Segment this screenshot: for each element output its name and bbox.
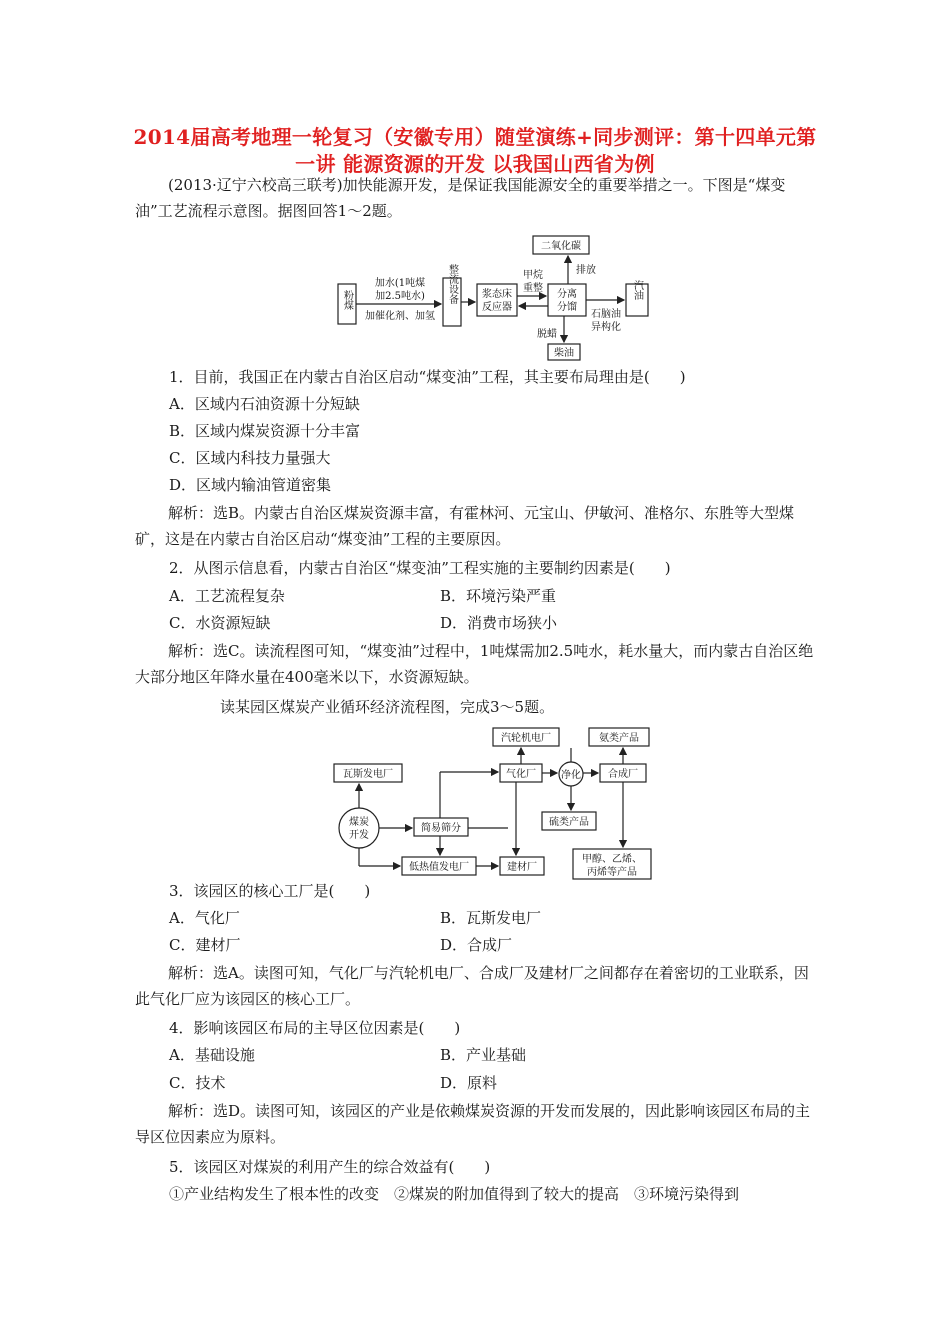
co2-label: 二氧化碳 bbox=[541, 241, 581, 252]
dewax-label: 脱蜡 bbox=[537, 329, 557, 340]
q2-analysis: 解析：选C。读流程图可知，“煤变油”过程中，1吨煤需加2.5吨水，耗水量大，而内蒙古自治区绝大部分地区年降水量在400毫米以下，水资源短缺。 bbox=[135, 642, 814, 686]
separation-label-2: 分馏 bbox=[557, 302, 577, 313]
coal-label-1: 煤炭 bbox=[349, 817, 369, 828]
low-heat-label: 低热值发电厂 bbox=[409, 862, 469, 873]
q4-option-c: C．技术 bbox=[169, 1074, 226, 1092]
coal-label-2: 开发 bbox=[349, 830, 369, 841]
q4-option-d: D．原料 bbox=[440, 1074, 498, 1092]
turbine-label: 汽轮机电厂 bbox=[501, 733, 551, 744]
q4-option-a: A．基础设施 bbox=[169, 1046, 255, 1064]
q1-option-a: A．区域内石油资源十分短缺 bbox=[169, 395, 360, 413]
emission-label: 排放 bbox=[576, 265, 596, 276]
q3-option-c: C．建材厂 bbox=[169, 936, 241, 954]
coal-to-oil-diagram bbox=[330, 228, 660, 366]
q3-analysis: 解析：选A。读图可知，气化厂与汽轮机电厂、合成厂及建材厂之间都存在着密切的工业联系，因此气化厂应为该园区的核心工厂。 bbox=[135, 964, 809, 1008]
methanol-label-1: 甲醇、乙烯、 bbox=[582, 854, 642, 865]
reactor-label-1: 浆态床 bbox=[482, 289, 512, 300]
reactor-label-2: 反应器 bbox=[482, 302, 512, 313]
q1-option-b: B．区域内煤炭资源十分丰富 bbox=[169, 422, 361, 440]
synthesis-label: 合成厂 bbox=[608, 769, 638, 780]
sulfur-label: 硫类产品 bbox=[549, 817, 589, 828]
q3-option-a: A．气化厂 bbox=[169, 909, 240, 927]
isom-label-1: 石脑油 bbox=[591, 309, 621, 320]
ammonia-label: 氨类产品 bbox=[599, 733, 639, 744]
q4-stem: 4．影响该园区布局的主导区位因素是( ) bbox=[169, 1019, 461, 1037]
q3-option-b: B．瓦斯发电厂 bbox=[440, 909, 542, 927]
methanol-label-2: 丙烯等产品 bbox=[587, 867, 637, 878]
q1-stem: 1．目前，我国正在内蒙古自治区启动“煤变油”工程，其主要布局理由是( ) bbox=[169, 368, 686, 386]
reform-label-2: 重整 bbox=[523, 283, 543, 294]
coal-park-diagram bbox=[330, 724, 660, 884]
coal-circle bbox=[339, 808, 379, 848]
coal-powder-label-a: 粉煤 bbox=[341, 290, 353, 310]
intro-2: 读某园区煤炭产业循环经济流程图，完成3～5题。 bbox=[220, 698, 555, 716]
isom-label-2: 异构化 bbox=[591, 322, 621, 333]
input-label-2: 加2.5吨水) bbox=[375, 291, 425, 302]
gasification-label: 气化厂 bbox=[506, 769, 536, 780]
separation-label-1: 分离 bbox=[557, 289, 577, 300]
q3-stem: 3．该园区的核心工厂是( ) bbox=[169, 882, 371, 900]
q1-option-c: C．区域内科技力量强大 bbox=[169, 449, 331, 467]
building-label: 建材厂 bbox=[507, 862, 537, 873]
q5-options: ①产业结构发生了根本性的改变 ②煤炭的附加值得到了较大的提高 ③环境污染得到 bbox=[169, 1185, 740, 1203]
gasoline-label: 汽油 bbox=[631, 280, 643, 300]
q2-option-d: D．消费市场狭小 bbox=[440, 614, 558, 632]
q2-option-c: C．水资源短缺 bbox=[169, 614, 271, 632]
input-label-1: 加水(1吨煤 bbox=[374, 278, 426, 289]
reform-label-1: 甲烷 bbox=[523, 270, 543, 281]
screening-label: 简易筛分 bbox=[421, 823, 461, 834]
q1-analysis: 解析：选B。内蒙古自治区煤炭资源丰富，有霍林河、元宝山、伊敏河、准格尔、东胜等大型煤矿，这是在内蒙古自治区启动“煤变油”工程的主要原因。 bbox=[135, 504, 795, 548]
q4-analysis: 解析：选D。读图可知，该园区的产业是依赖煤炭资源的开发而发展的，因此影响该园区布局的主导区位因素应为原料。 bbox=[135, 1102, 811, 1146]
purify-label: 净化 bbox=[561, 770, 581, 781]
q2-option-b: B．环境污染严重 bbox=[440, 587, 557, 605]
q4-option-b: B．产业基础 bbox=[440, 1046, 527, 1064]
intro-paragraph: (2013·辽宁六校高三联考)加快能源开发，是保证我国能源安全的重要举措之一。下图是“煤变油”工艺流程示意图。据图回答1～2题。 bbox=[135, 176, 786, 220]
q2-stem: 2．从图示信息看，内蒙古自治区“煤变油”工程实施的主要制约因素是( ) bbox=[169, 559, 671, 577]
q3-option-d: D．合成厂 bbox=[440, 936, 513, 954]
document-title: 2014届高考地理一轮复习（安徽专用）随堂演练+同步测评：第十四单元第一讲 能源资源的开发 以我国山西省为例 bbox=[133, 125, 817, 176]
diesel-label: 柴油 bbox=[554, 348, 574, 359]
q2-option-a: A．工艺流程复杂 bbox=[169, 587, 285, 605]
input-label-3: 加催化剂、加氢 bbox=[365, 311, 435, 322]
q1-option-d: D．区域内输油管道密集 bbox=[169, 476, 332, 494]
rectifier-label: 整流设备 bbox=[446, 264, 458, 304]
q5-stem: 5．该园区对煤炭的利用产生的综合效益有( ) bbox=[169, 1158, 491, 1176]
gas-methane-label: 瓦斯发电厂 bbox=[343, 769, 393, 780]
